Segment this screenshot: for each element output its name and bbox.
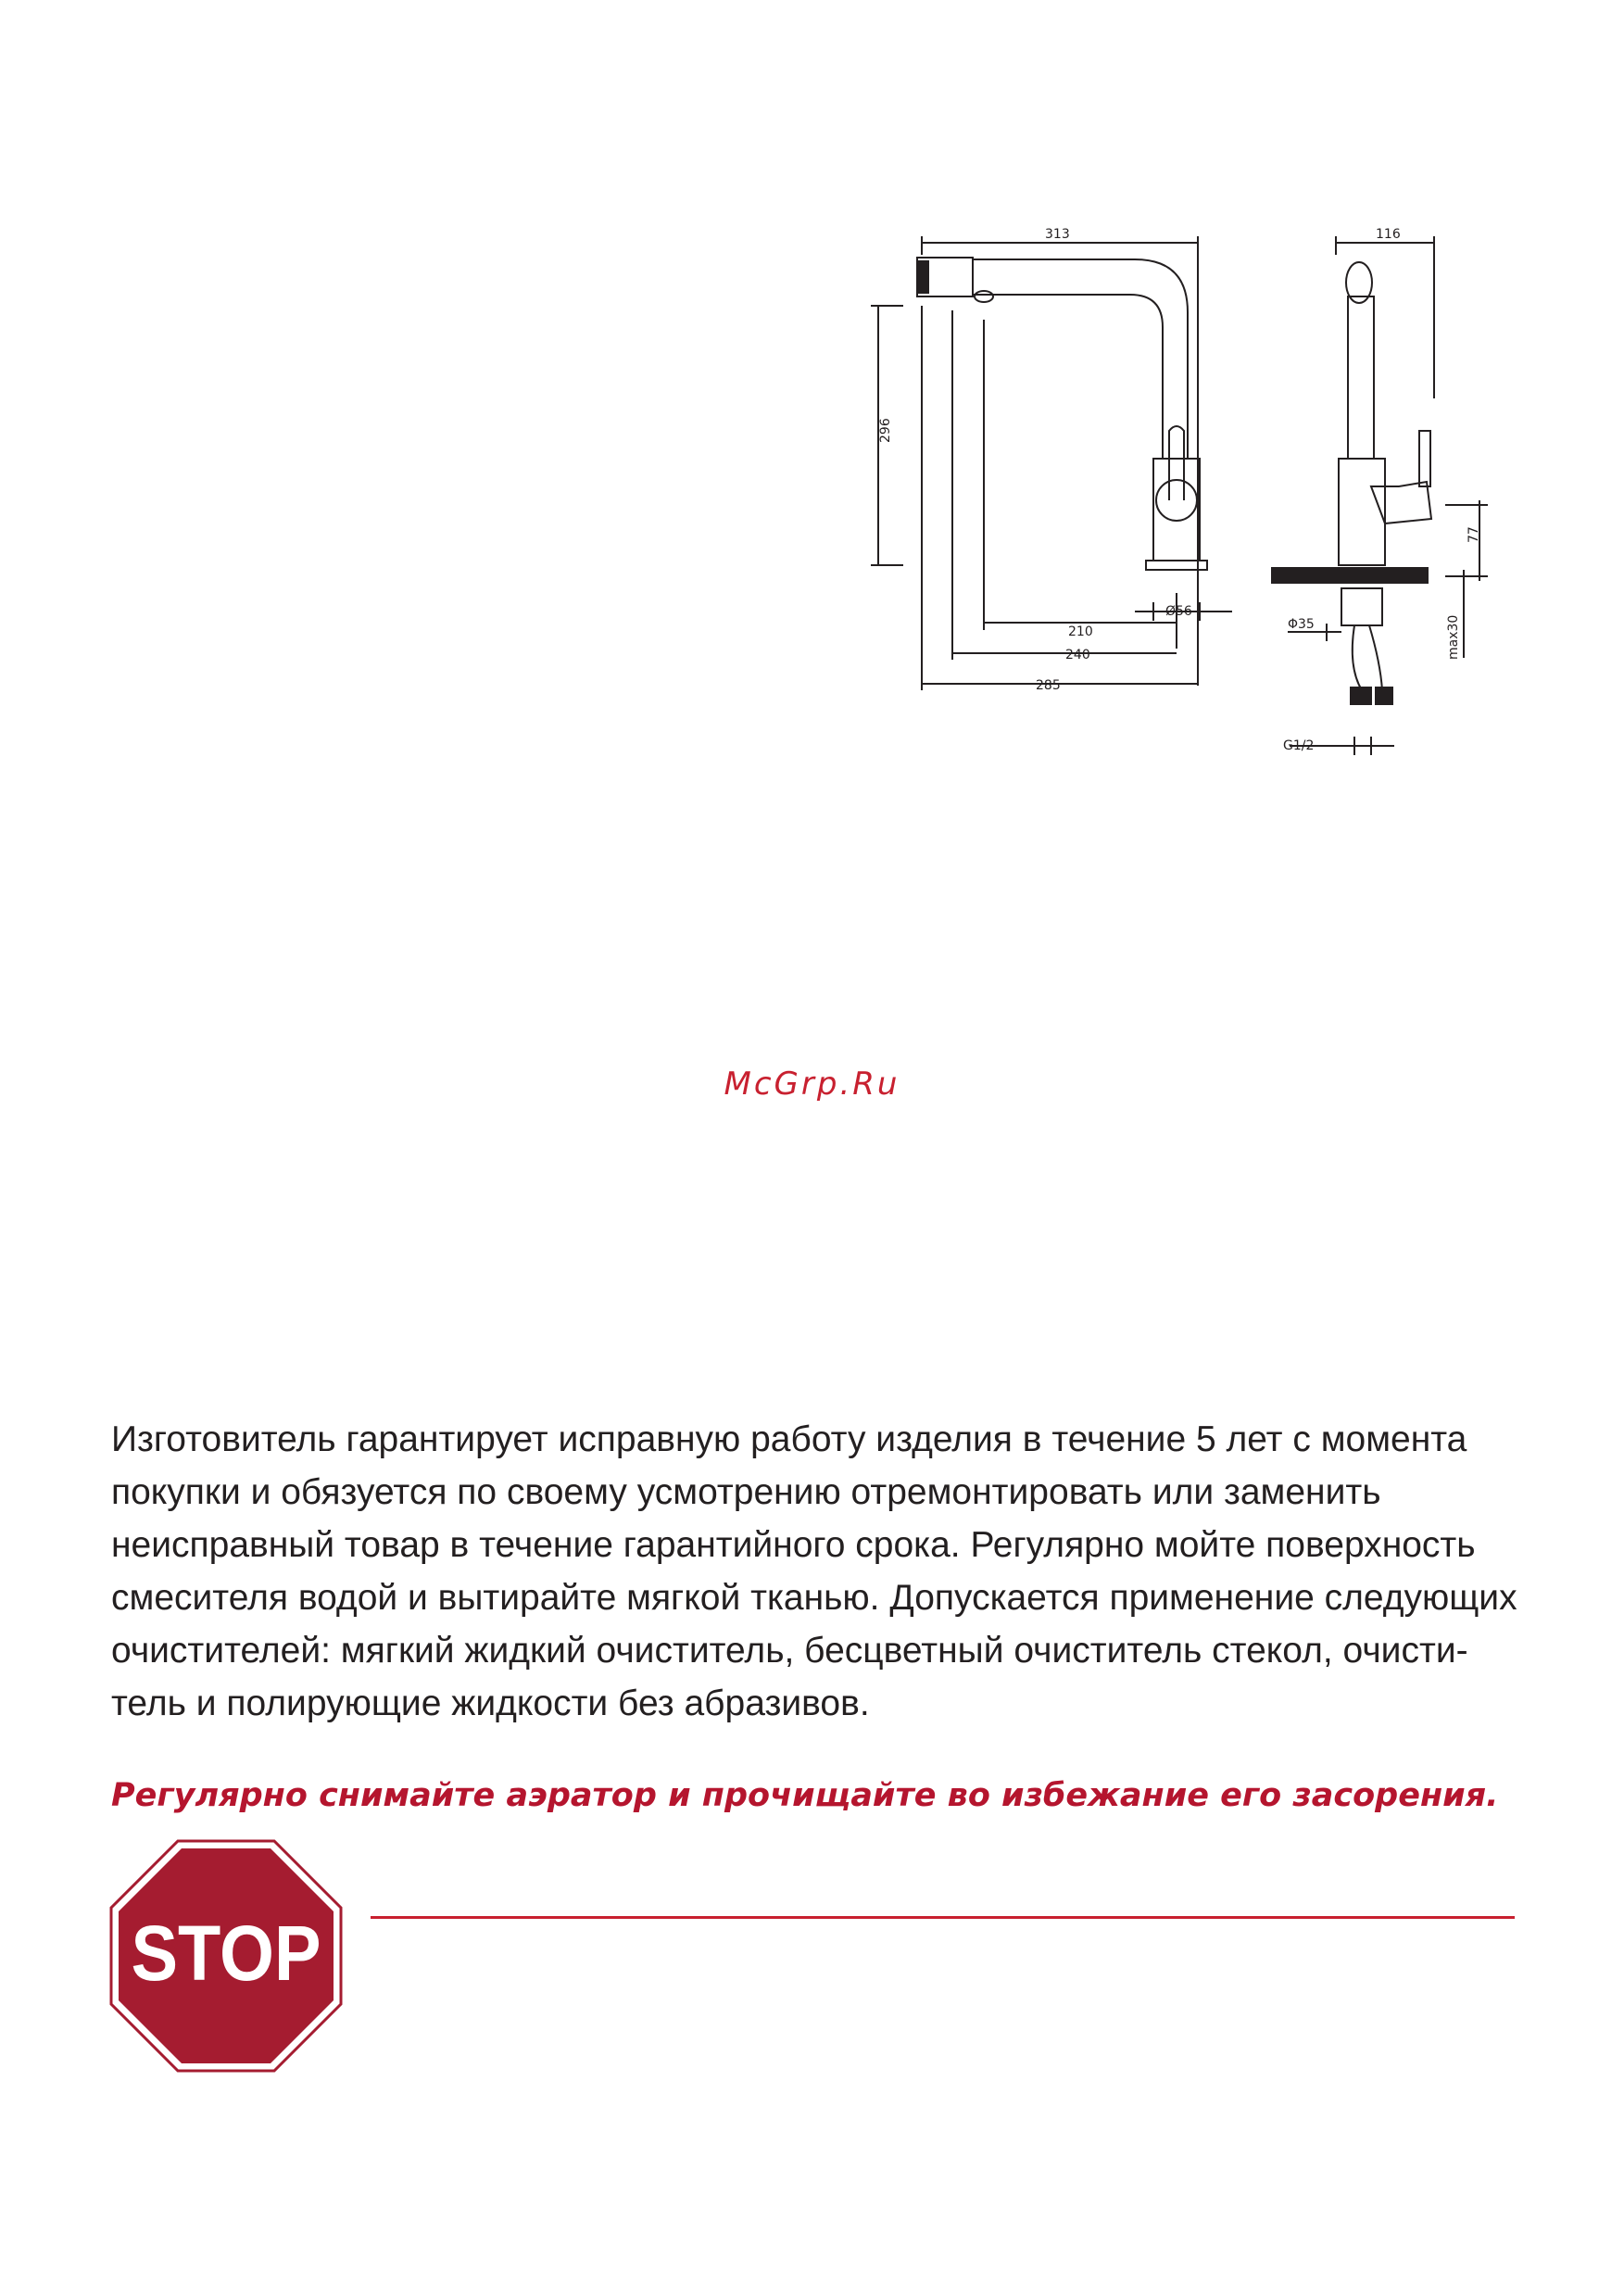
dim-g1-2: G1/2 — [1283, 738, 1315, 753]
dim-313: 313 — [1045, 227, 1070, 242]
watermark: McGrp.Ru — [724, 1066, 900, 1103]
side-lever-handle — [1419, 431, 1430, 486]
stop-sign-icon — [109, 1839, 343, 2073]
warranty-text — [111, 1413, 1529, 1730]
stop-label: STOP — [131, 1910, 321, 1997]
dim-296: 296 — [878, 418, 893, 443]
warranty-line: очистителей: мягкий жидкий очиститель, бесцветный очиститель стекол, очисти- — [111, 1631, 1468, 1671]
dim-116: 116 — [1376, 227, 1401, 242]
warranty-line: Изготовитель гарантирует исправную работу изделия в течение 5 лет с момента — [111, 1419, 1467, 1459]
dim-77: 77 — [1467, 526, 1481, 543]
shank — [1341, 588, 1382, 625]
mixer-body — [1153, 459, 1200, 561]
lever-knob — [1156, 480, 1197, 521]
dim-diameter-56: Ø56 — [1165, 604, 1192, 619]
dim-210: 210 — [1068, 624, 1093, 639]
warranty-line: покупки и обязуется по своему усмотрению отремонтировать или заменить — [111, 1472, 1381, 1512]
side-lever — [1371, 482, 1431, 523]
warranty-line: тель и полирующие жидкости без абразивов. — [111, 1684, 870, 1723]
front-view — [871, 236, 1232, 690]
side-view — [1288, 236, 1488, 755]
hose — [1353, 625, 1382, 690]
spout-inner — [922, 295, 1163, 459]
divider-line — [371, 1916, 1515, 1919]
lever-stem — [1169, 426, 1184, 500]
warranty-line: неисправный товар в течение гарантийного срока. Регулярно мойте поверхность — [111, 1525, 1476, 1565]
warranty-line: смесителя водой и вытирайте мягкой тканью. Допускается применение следующих — [111, 1578, 1517, 1618]
hose-fitting-2 — [1376, 687, 1392, 704]
dim-phi-35: Φ35 — [1288, 617, 1315, 632]
side-body — [1339, 459, 1385, 565]
hose-fitting-1 — [1351, 687, 1371, 704]
countertop — [1271, 567, 1429, 584]
side-spout — [1348, 296, 1374, 459]
faucet-technical-drawing — [0, 0, 1624, 834]
aerator-notice: Регулярно снимайте аэратор и прочищайте во избежание его засорения. — [111, 1777, 1499, 1814]
dim-max30: max30 — [1446, 614, 1461, 660]
head-button — [975, 291, 993, 302]
spray-nozzle — [917, 261, 928, 293]
dim-240: 240 — [1065, 648, 1090, 662]
dim-285: 285 — [1036, 678, 1061, 693]
